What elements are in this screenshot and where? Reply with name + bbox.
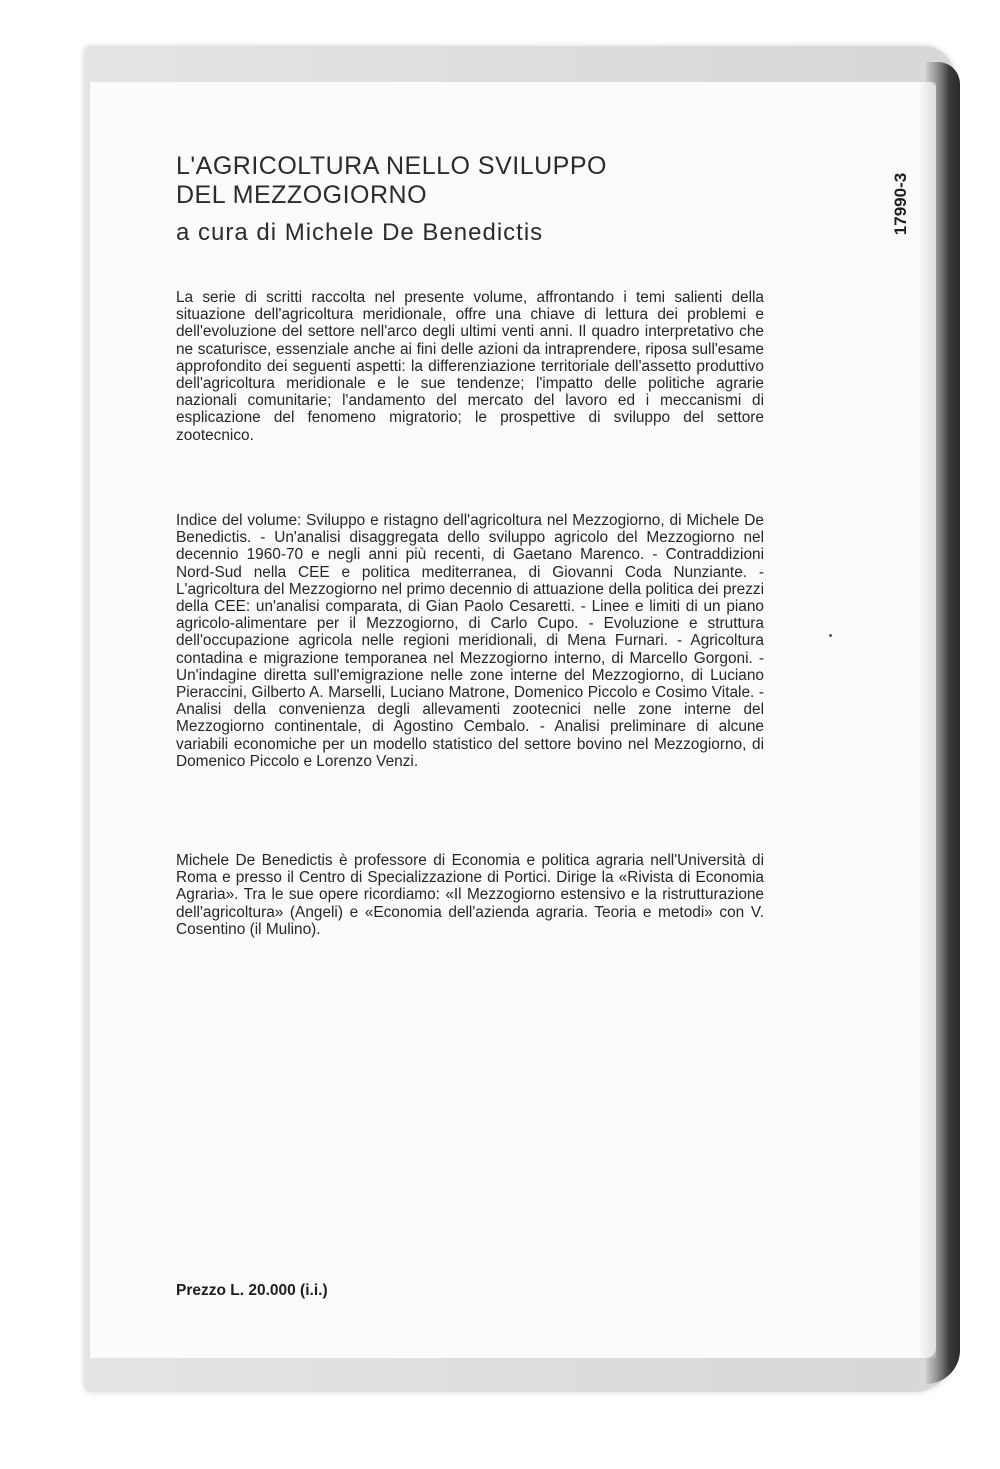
back-cover-page [90, 82, 936, 1358]
author-bio-paragraph: Michele De Benedictis è professore di Economia e politica agraria nell'Università di Roma e presso il Centro di Specializzazione di Portici. Dirige la «Rivista di Economia Agraria». Tra le sue opere ricordiamo: «Il Mezzogiorno estensivo e la ristrutturazione dell'agricoltura» (Angeli) e «Economia dell'azienda agraria. Teoria e metodi» con V. Cosentino (il Mulino). [176, 852, 764, 938]
price-label: Prezzo L. 20.000 (i.i.) [176, 1282, 328, 1299]
print-speck [829, 634, 832, 637]
description-paragraph: La serie di scritti raccolta nel presente volume, affrontando i temi salienti della situazione dell'agricoltura meridionale, offre una chiave di lettura dei problemi e dell'evoluzione del settore nell'arco degli ultimi venti anni. Il quadro interpretativo che ne scaturisce, essenziale anche ai fini delle azioni da intraprendere, riposa sull'esame approfondito dei seguenti aspetti: la differenziazione territoriale dell'assetto produttivo dell'agricoltura meridionale e le sue tendenze; l'impatto delle politiche agrarie nazionali comunitarie; l'andamento del mercato del lavoro ed i meccanismi di esplicazione del fenomeno migratorio; le prospettive di sviluppo del settore zootecnico. [176, 289, 764, 444]
catalog-code: 17990-3 [891, 172, 910, 236]
contents-paragraph: Indice del volume: Sviluppo e ristagno dell'agricoltura nel Mezzogiorno, di Michele De Benedictis. - Un'analisi disaggregata dello sviluppo agricolo del Mezzogiorno nel decennio 1960-70 e negli anni più recenti, di Gaetano Marenco. - Contraddizioni Nord-Sud nella CEE e politica mediterranea, di Giovanni Coda Nunziante. - L'agricoltura del Mezzogiorno nel primo decennio di attuazione della politica dei prezzi della CEE: un'analisi comparata, di Gian Paolo Cesaretti. - Linee e limiti di un piano agricolo-alimentare per il Mezzogiorno, di Carlo Cupo. - Evoluzione e struttura dell'occupazione agricola nelle regioni meridionali, di Mena Furnari. - Agricoltura contadina e migrazione temporanea nel Mezzogiorno interno, di Marcello Gorgoni. - Un'indagine diretta sull'emigrazione nelle zone interne del Mezzogiorno, di Luciano Pieraccini, Gilberto A. Marselli, Luciano Matrone, Domenico Piccolo e Cosimo Vitale. - Analisi della convenienza degli allevamenti zootecnici nelle zone interne del Mezzogiorno continentale, di Agostino Cembalo. - Analisi preliminare di alcune variabili economiche per un modello statistico del settore bovino nel Mezzogiorno, di Domenico Piccolo e Lorenzo Venzi. [176, 512, 764, 770]
book-editor: a cura di Michele De Benedictis [176, 219, 544, 246]
book-title: L'AGRICOLTURA NELLO SVILUPPO DEL MEZZOGIORNO [176, 152, 607, 209]
